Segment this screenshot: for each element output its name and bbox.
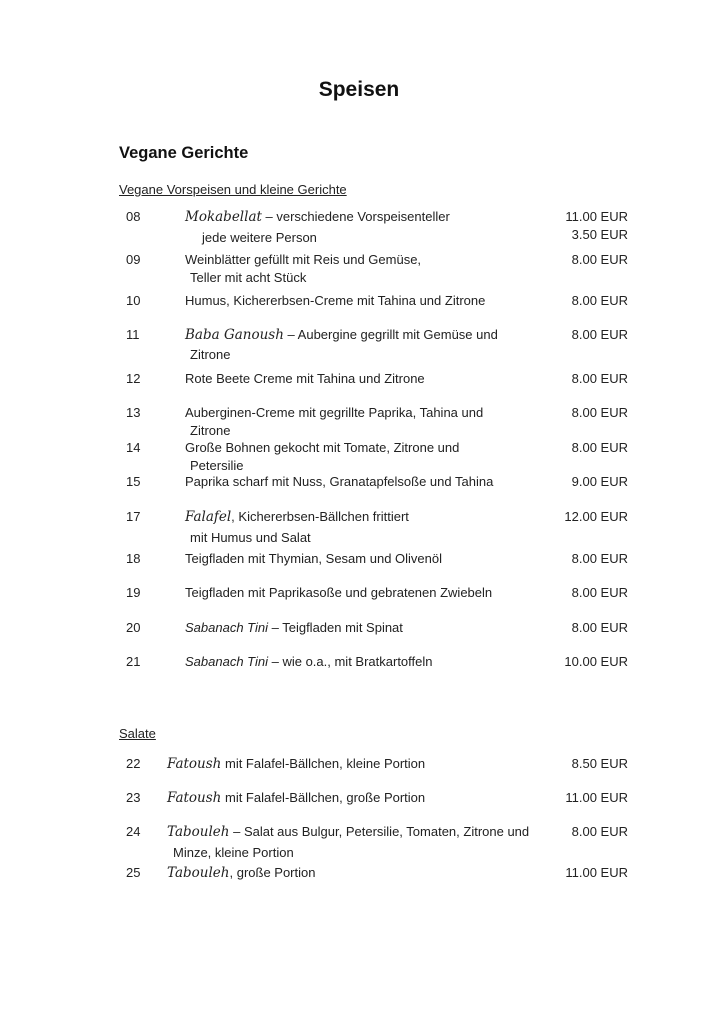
item-number: 08 xyxy=(126,209,141,224)
item-price: 8.00 EUR xyxy=(571,293,628,308)
item-price: 11.00 EUR xyxy=(565,790,628,805)
dish-detail: , Kichererbsen-Bällchen frittiert xyxy=(231,509,409,524)
dish-detail: Teigfladen mit Thymian, Sesam und Olivenöl xyxy=(185,551,442,566)
item-number: 20 xyxy=(126,620,141,635)
item-price: 8.00 EUR xyxy=(571,824,628,839)
item-number: 19 xyxy=(126,585,141,600)
item-description xyxy=(185,619,545,637)
dish-detail-line2: Minze, kleine Portion xyxy=(173,845,294,860)
item-price: 8.00 EUR xyxy=(571,252,628,267)
dish-detail-line2: Petersilie xyxy=(190,458,244,473)
item-description xyxy=(185,508,545,547)
category-heading: Vegane Gerichte xyxy=(119,144,249,162)
item-price: 8.00 EUR xyxy=(571,551,628,566)
section-heading-vorspeisen: Vegane Vorspeisen und kleine Gerichte xyxy=(119,182,347,197)
dish-detail: – Teigfladen mit Spinat xyxy=(268,620,403,635)
dish-detail: – wie o.a., mit Bratkartoffeln xyxy=(268,654,433,669)
dish-name: Mokabellat xyxy=(185,209,262,225)
item-description xyxy=(185,584,545,602)
dish-detail-line2: Teller mit acht Stück xyxy=(190,270,307,285)
item-description xyxy=(185,208,545,247)
dish-detail: Weinblätter gefüllt mit Reis und Gemüse, xyxy=(185,252,422,267)
dish-detail: , große Portion xyxy=(229,865,316,880)
item-number: 18 xyxy=(126,551,141,566)
item-description xyxy=(167,864,527,882)
dish-detail-line2: mit Humus und Salat xyxy=(190,530,311,545)
item-description xyxy=(167,755,527,773)
dish-name: Fatoush xyxy=(167,790,222,806)
item-description xyxy=(185,326,545,364)
item-price xyxy=(565,208,628,244)
item-price: 11.00 EUR xyxy=(565,865,628,880)
item-price: 8.00 EUR xyxy=(571,327,628,342)
dish-name: Baba Ganoush xyxy=(185,327,284,343)
item-price: 9.00 EUR xyxy=(571,474,628,489)
dish-name: Sabanach Tini xyxy=(185,654,268,669)
item-description xyxy=(185,370,545,388)
item-number: 24 xyxy=(126,824,141,839)
dish-name: Fatoush xyxy=(167,756,222,772)
dish-detail-line2: Zitrone xyxy=(190,423,231,438)
item-price: 10.00 EUR xyxy=(564,654,628,669)
item-number: 22 xyxy=(126,756,141,771)
dish-detail: Teigfladen mit Paprikasoße und gebratenen Zwiebeln xyxy=(185,585,493,600)
item-description xyxy=(185,251,545,287)
dish-name: Sabanach Tini xyxy=(185,620,268,635)
dish-detail-line2: Zitrone xyxy=(190,347,231,362)
item-description xyxy=(185,439,545,475)
dish-detail: Humus, Kichererbsen-Creme mit Tahina und Zitrone xyxy=(185,293,486,308)
dish-detail: Auberginen-Creme mit gegrillte Paprika, Tahina und xyxy=(185,405,484,420)
item-price: 8.00 EUR xyxy=(571,371,628,386)
item-price: 8.00 EUR xyxy=(571,585,628,600)
item-number: 15 xyxy=(126,474,141,489)
price-main: 11.00 EUR xyxy=(565,209,628,224)
dish-detail: – Aubergine gegrillt mit Gemüse und xyxy=(283,327,498,342)
item-price: 8.00 EUR xyxy=(571,620,628,635)
page-title: Speisen xyxy=(318,78,400,101)
dish-detail: mit Falafel-Bällchen, große Portion xyxy=(221,790,426,805)
price-extra: 3.50 EUR xyxy=(571,227,628,242)
dish-detail: mit Falafel-Bällchen, kleine Portion xyxy=(221,756,426,771)
dish-detail-line2: jede weitere Person xyxy=(202,230,317,245)
item-number: 17 xyxy=(126,509,141,524)
dish-name: Tabouleh xyxy=(167,865,230,881)
dish-detail: Rote Beete Creme mit Tahina und Zitrone xyxy=(185,371,425,386)
item-number: 14 xyxy=(126,440,141,455)
dish-detail: – Salat aus Bulgur, Petersilie, Tomaten, Zitrone und xyxy=(229,824,530,839)
section-heading-salate: Salate xyxy=(119,726,156,741)
dish-name: Tabouleh xyxy=(167,824,230,840)
dish-detail: – verschiedene Vorspeisenteller xyxy=(261,209,450,224)
item-number: 12 xyxy=(126,371,141,386)
item-number: 09 xyxy=(126,252,141,267)
item-description xyxy=(185,404,545,440)
item-description xyxy=(185,473,545,491)
dish-name: Falafel xyxy=(185,509,232,525)
item-price: 12.00 EUR xyxy=(564,509,628,524)
item-description xyxy=(185,292,545,310)
item-number: 10 xyxy=(126,293,141,308)
item-number: 11 xyxy=(126,327,140,342)
item-description xyxy=(167,789,527,807)
item-price: 8.00 EUR xyxy=(571,405,628,420)
dish-detail: Große Bohnen gekocht mit Tomate, Zitrone und xyxy=(185,440,460,455)
item-description xyxy=(185,653,545,671)
item-price: 8.00 EUR xyxy=(571,440,628,455)
item-number: 21 xyxy=(126,654,141,669)
item-price: 8.50 EUR xyxy=(571,756,628,771)
dish-detail: Paprika scharf mit Nuss, Granatapfelsoße und Tahina xyxy=(185,474,494,489)
item-description xyxy=(167,823,530,862)
item-number: 25 xyxy=(126,865,141,880)
item-number: 23 xyxy=(126,790,141,805)
item-number: 13 xyxy=(126,405,141,420)
item-description xyxy=(185,550,545,568)
